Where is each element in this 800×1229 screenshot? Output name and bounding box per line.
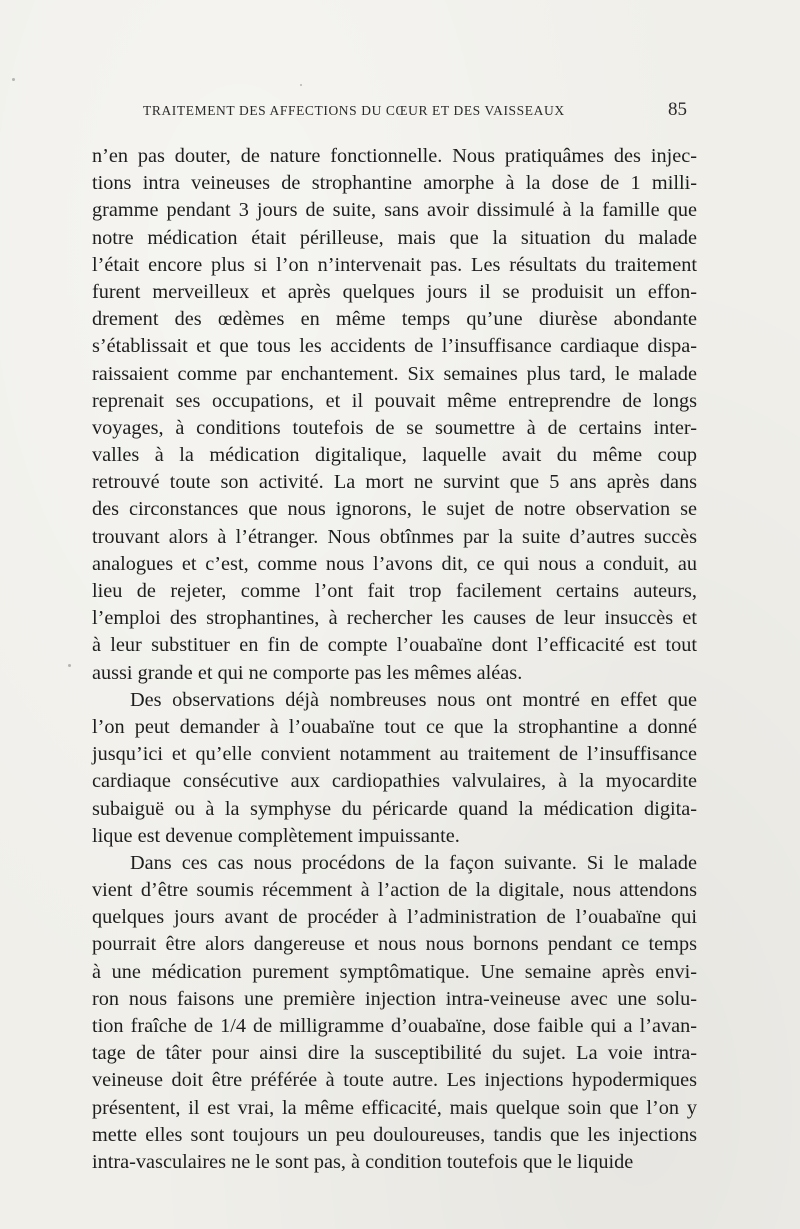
text-line: voyages, à conditions toutefois de se soumettre à de certains inter-: [92, 416, 697, 439]
text-line: tion fraîche de 1/4 de milligramme d’ouabaïne, dose faible qui a l’avan-: [92, 1015, 697, 1037]
text-line: ron nous faisons une première injection intra-veineuse avec une solu-: [92, 987, 697, 1010]
text-line: aussi grande et qui ne comporte pas les mêmes aléas.: [92, 661, 523, 684]
scan-speck: [12, 78, 15, 81]
text-line: pourrait être alors dangereuse et nous nous bornons pendant ce temps: [92, 933, 697, 956]
text-line: drement des œdèmes en même temps qu’une diurèse abondante: [92, 308, 697, 331]
text-line: furent merveilleux et après quelques jours il se produisit un effon-: [92, 280, 697, 303]
body-text: [92, 143, 697, 1176]
text-line: intra-vasculaires ne le sont pas, à condition toutefois que le liquide: [92, 1150, 634, 1173]
text-line: l’on peut demander à l’ouabaïne tout ce que la strophantine a donné: [92, 715, 697, 738]
text-line: tage de tâter pour ainsi dire la susceptibilité du sujet. La voie intra-: [92, 1042, 697, 1065]
running-head: [143, 99, 687, 123]
text-line: trouvant alors à l’étranger. Nous obtînmes par la suite d’autres succès: [92, 525, 697, 548]
text-line: à leur substituer en fin de compte l’ouabaïne dont l’efficacité est tout: [92, 634, 697, 657]
text-line: s’établissait et que tous les accidents de l’insuffisance cardiaque dispa-: [92, 335, 697, 358]
text-line: veineuse doit être préférée à toute autre. Les injections hypodermiques: [92, 1069, 697, 1092]
text-line: Des observations déjà nombreuses nous ont montré en effet que: [130, 688, 697, 711]
text-line: cardiaque consécutive aux cardiopathies valvulaires, à la myocardite: [92, 770, 697, 793]
text-line: présentent, il est vrai, la même efficacité, mais quelque soin que l’on y: [92, 1096, 697, 1119]
text-line: subaiguë ou à la symphyse du péricarde quand la médication digita-: [92, 797, 697, 820]
text-line: lieu de rejeter, comme l’ont fait trop facilement certains auteurs,: [92, 580, 697, 602]
text-line: analogues et c’est, comme nous l’avons dit, ce qui nous a conduit, au: [92, 552, 697, 575]
page-number: 85: [668, 99, 687, 120]
text-line: tions intra veineuses de strophantine amorphe à la dose de 1 milli-: [92, 172, 697, 195]
text-line: quelques jours avant de procéder à l’administration de l’ouabaïne qui: [92, 906, 697, 929]
text-line: l’était encore plus si l’on n’intervenait pas. Les résultats du traitement: [92, 253, 697, 276]
text-line: notre médication était périlleuse, mais que la situation du malade: [92, 226, 697, 249]
text-line: mette elles sont toujours un peu douloureuses, tandis que les injections: [92, 1123, 697, 1146]
text-line: vient d’être soumis récemment à l’action de la digitale, nous attendons: [92, 879, 697, 902]
running-title: TRAITEMENT DES AFFECTIONS DU CŒUR ET DES VAISSEAUX: [143, 103, 565, 118]
text-line: à une médication purement symptômatique. Une semaine après envi-: [92, 960, 697, 983]
text-line: lique est devenue complètement impuissante.: [92, 824, 460, 847]
text-line: Dans ces cas nous procédons de la façon suivante. Si le malade: [130, 851, 697, 874]
text-line: reprenait ses occupations, et il pouvait même entreprendre de longs: [92, 389, 697, 412]
scan-speck: [300, 84, 302, 86]
scan-speck: [68, 664, 71, 667]
text-line: raissaient comme par enchantement. Six semaines plus tard, le malade: [92, 362, 697, 385]
text-line: l’emploi des strophantines, à rechercher les causes de leur insuccès et: [92, 607, 697, 630]
text-line: retrouvé toute son activité. La mort ne survint que 5 ans après dans: [92, 471, 697, 494]
text-line: valles à la médication digitalique, laquelle avait du même coup: [92, 444, 697, 467]
text-line: n’en pas douter, de nature fonctionnelle. Nous pratiquâmes des injec-: [92, 145, 697, 167]
text-line: des circonstances que nous ignorons, le sujet de notre observation se: [92, 498, 697, 521]
text-line: jusqu’ici et qu’elle convient notamment au traitement de l’insuffisance: [92, 743, 697, 766]
text-line: gramme pendant 3 jours de suite, sans avoir dissimulé à la famille que: [92, 199, 697, 222]
